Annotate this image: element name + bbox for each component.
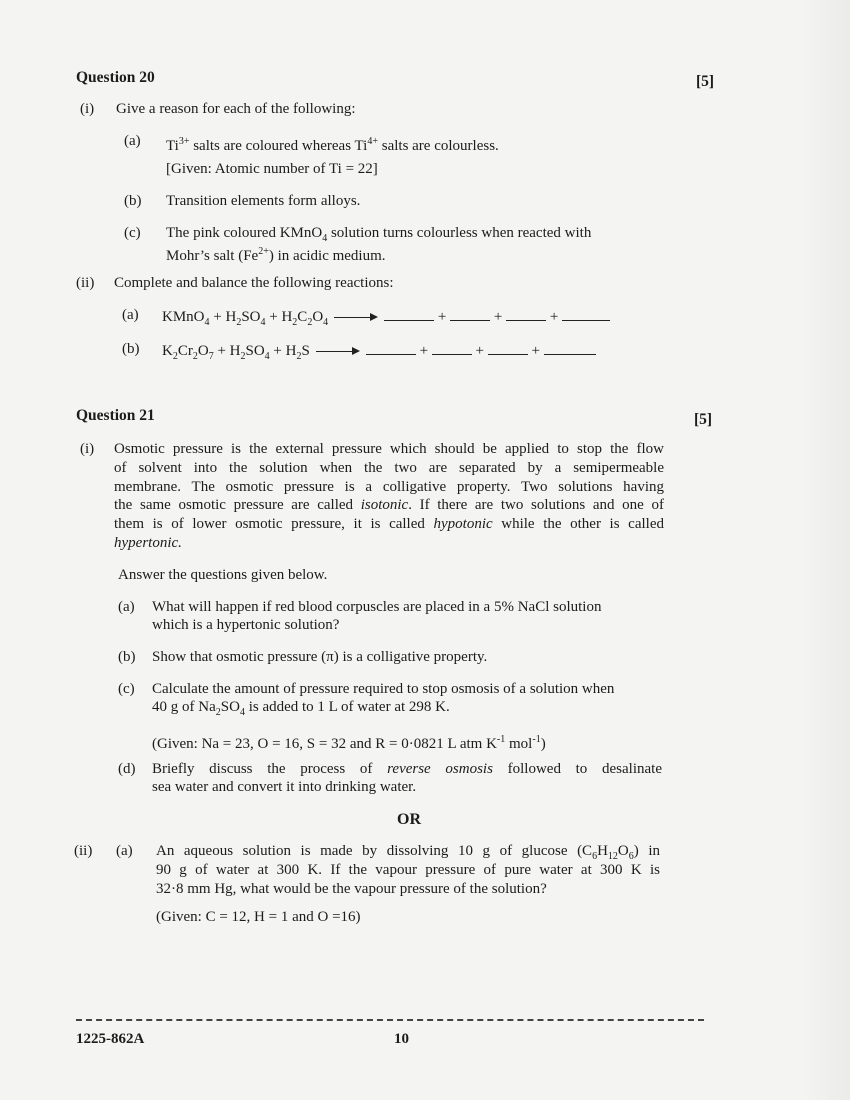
question-20-marks: [5] <box>696 73 715 90</box>
q20-a-label: (a) <box>124 133 141 149</box>
or-separator: OR <box>397 811 421 828</box>
reaction-arrow-icon <box>334 313 378 323</box>
q20-c-label: (c) <box>124 225 141 241</box>
q21-c-given: (Given: Na = 23, O = 16, S = 32 and R = 0·0821 L atm $K^{-1}$ mol$^{-1}$) <box>152 734 546 752</box>
q21-ii-text-line1: An aqueous solution is made by dissolving 10 g of glucose $(C_6H_{12}O_6)$ in <box>156 843 660 862</box>
q21-ii-text-line2: 90 g of water at 300 K. If the vapour pressure of pure water at 300 K is <box>156 862 660 878</box>
q21-answer-instruction: Answer the questions given below. <box>118 567 328 583</box>
q20-b-label: (b) <box>124 193 142 209</box>
q21-b-label: (b) <box>118 649 136 665</box>
q21-a-text-line2: which is a hypertonic solution? <box>152 617 340 633</box>
reaction-b-equation: $K_2Cr_2O_7 + H_2SO_4 + H_2S$ + + + <box>162 340 596 366</box>
q20-ii-number: (ii) <box>76 275 95 291</box>
q20-c-text-line2: Mohr’s salt $(Fe^{2+})$ in acidic medium. <box>166 246 386 264</box>
reaction-arrow-icon <box>316 347 360 357</box>
q21-d-text-line2: sea water and convert it into drinking water. <box>152 779 417 795</box>
q21-a-text-line1: What will happen if red blood corpuscles are placed in a 5% NaCl solution <box>152 599 602 615</box>
reaction-a-equation: KMnO$_4$ + $H_2SO_4 + H_2C_2O_4$ + + + <box>162 306 610 332</box>
q21-ii-given: (Given: C = 12, H = 1 and O =16) <box>156 909 361 925</box>
q20-a-text: $Ti^{3+}$ salts are coloured whereas $Ti^{4+}$ salts are colourless. <box>166 136 499 154</box>
q21-d-text-line1: Briefly discuss the process of reverse osmosis followed to desalinate <box>152 761 662 777</box>
question-20-title: Question 20 <box>76 69 155 86</box>
q21-a-label: (a) <box>118 599 135 615</box>
q21-ii-text-line3: 32·8 mm Hg, what would be the vapour pressure of the solution? <box>156 881 547 897</box>
q21-d-label: (d) <box>118 761 136 777</box>
paper-code: 1225-862A <box>76 1031 145 1047</box>
q21-c-text-line1: Calculate the amount of pressure required to stop osmosis of a solution when <box>152 681 615 697</box>
reaction-b-label: (b) <box>122 341 140 357</box>
q20-i-text: Give a reason for each of the following: <box>116 101 356 117</box>
q21-b-text: Show that osmotic pressure (π) is a colligative property. <box>152 649 488 665</box>
reaction-a-label: (a) <box>122 307 139 323</box>
q20-b-text: Transition elements form alloys. <box>166 193 361 209</box>
q20-a-given: [Given: Atomic number of Ti = 22] <box>166 161 378 177</box>
osmotic-pressure-passage: Osmotic pressure is the external pressure which should be applied to stop the flow of solvent into the solution when the two are separated by a semipermeable membrane. The osmotic pressure is a colligative property. Two solutions having the same osmotic pressure are called isotonic. If there are two solutions and one of them is of lower osmotic pressure, it is called hypotonic while the other is called hypertonic. <box>114 441 664 551</box>
footer-divider <box>76 1019 704 1021</box>
q20-ii-text: Complete and balance the following reactions: <box>114 275 394 291</box>
q21-i-number: (i) <box>80 441 95 457</box>
question-21-marks: [5] <box>694 411 713 428</box>
q20-i-number: (i) <box>80 101 95 117</box>
question-21-title: Question 21 <box>76 407 155 424</box>
page-edge-shadow <box>802 0 850 1100</box>
q21-ii-number: (ii) <box>74 843 93 859</box>
q21-c-label: (c) <box>118 681 135 697</box>
page-number: 10 <box>394 1031 409 1047</box>
q21-ii-a-label: (a) <box>116 843 133 859</box>
q20-c-text-line1: The pink coloured KMnO$_4$ solution turns colourless when reacted with <box>166 225 592 244</box>
q21-c-text-line2: 40 g of $Na_2SO_4$ is added to 1 L of water at 298 K. <box>152 699 450 718</box>
